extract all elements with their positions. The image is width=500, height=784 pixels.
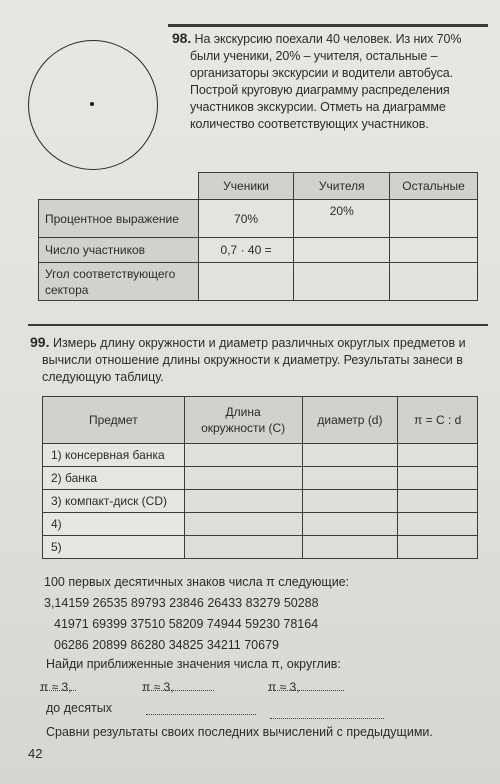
table-cell[interactable] xyxy=(398,467,478,490)
table-cell[interactable] xyxy=(398,536,478,559)
table-cell[interactable] xyxy=(302,467,398,490)
table-header-row xyxy=(39,173,478,200)
table-cell[interactable] xyxy=(390,238,478,263)
table-cell[interactable] xyxy=(294,238,390,263)
table-cell[interactable] xyxy=(302,490,398,513)
column-header: диаметр (d) xyxy=(302,397,398,444)
answer-blank[interactable] xyxy=(146,713,256,715)
task-line: Построй круговую диаграмму распределения xyxy=(190,83,450,97)
approx-label: π ≈ 3, xyxy=(40,680,72,694)
approx-label: π ≈ 3, xyxy=(268,680,300,694)
task-number: 98. xyxy=(172,30,192,46)
task-line: организаторы экскурсии и водители автобуса. xyxy=(190,66,453,80)
row-label: Число участников xyxy=(39,238,199,263)
task-98-rule xyxy=(168,24,488,27)
compare-instruction: Сравни результаты своих последних вычислений с предыдущими. xyxy=(46,725,433,739)
table-row xyxy=(39,238,478,263)
table-cell[interactable] xyxy=(398,513,478,536)
participants-table xyxy=(38,172,478,301)
table-cell[interactable] xyxy=(184,490,302,513)
find-instruction: Найди приближенные значения числа π, округлив: xyxy=(46,657,341,671)
task-line: участников экскурсии. Отметь на диаграмме xyxy=(190,100,446,114)
answer-blank[interactable] xyxy=(268,680,344,691)
table-row xyxy=(39,263,478,301)
table-cell[interactable] xyxy=(184,444,302,467)
table-row xyxy=(39,200,478,238)
table-row xyxy=(43,536,478,559)
column-header: Учителя xyxy=(294,173,390,200)
digits-line: 06286 20899 86280 34825 34211 70679 xyxy=(54,638,279,652)
column-header: π = C : d xyxy=(398,397,478,444)
column-header: Остальные xyxy=(390,173,478,200)
task-line: вычисли отношение длины окружности к диаметру. Результаты занеси в xyxy=(42,353,463,367)
column-header: Предмет xyxy=(43,397,185,444)
task-number: 99. xyxy=(30,334,50,350)
measurements-table xyxy=(42,396,478,559)
approx-label: π ≈ 3, xyxy=(142,680,174,694)
table-cell[interactable] xyxy=(302,444,398,467)
task-line: следующую таблицу. xyxy=(42,370,164,384)
task-99-text xyxy=(30,334,490,386)
digits-line: 3,14159 26535 89793 23846 26433 83279 50288 xyxy=(44,596,319,610)
table-cell[interactable] xyxy=(398,444,478,467)
circle-center-dot xyxy=(90,102,94,106)
row-label: Процентное выражение xyxy=(39,200,199,238)
table-cell[interactable]: 0,7 · 40 = xyxy=(198,238,294,263)
digits-line: 41971 69399 37510 58209 74944 59230 78164 xyxy=(54,617,319,631)
table-row xyxy=(43,513,478,536)
table-cell[interactable]: 70% xyxy=(198,200,294,238)
task-line: количество соответствующих участников. xyxy=(190,117,429,131)
digits-intro: 100 первых десятичных знаков числа π следующие: xyxy=(44,575,350,589)
answer-blank[interactable] xyxy=(270,717,384,719)
task-98-text xyxy=(172,30,488,133)
task-line: На экскурсию поехали 40 человек. Из них 70% xyxy=(194,32,462,46)
table-cell[interactable] xyxy=(184,536,302,559)
table-cell[interactable] xyxy=(198,263,294,301)
table-cell[interactable] xyxy=(302,536,398,559)
column-header: Ученики xyxy=(198,173,294,200)
task-99-rule xyxy=(28,324,488,326)
row-label: 3) компакт-диск (CD) xyxy=(43,490,185,513)
tens-label: до десятых xyxy=(46,701,112,715)
row-label: 5) xyxy=(43,536,185,559)
table-cell[interactable] xyxy=(390,263,478,301)
table-row xyxy=(43,444,478,467)
task-line: были ученики, 20% – учителя, остальные – xyxy=(190,49,438,63)
table-cell[interactable] xyxy=(302,513,398,536)
page-number: 42 xyxy=(28,746,43,761)
table-cell[interactable] xyxy=(184,467,302,490)
pi-digits xyxy=(44,572,484,656)
table-cell[interactable] xyxy=(398,490,478,513)
row-label: Угол соответствующего сектора xyxy=(39,263,199,301)
table-cell[interactable]: 20% xyxy=(294,200,390,238)
answer-blank[interactable] xyxy=(142,680,214,691)
table-cell[interactable] xyxy=(390,200,478,238)
table-row xyxy=(43,467,478,490)
answer-blank[interactable] xyxy=(40,680,76,691)
row-label: 2) банка xyxy=(43,467,185,490)
table-cell[interactable] xyxy=(184,513,302,536)
table-cell[interactable] xyxy=(294,263,390,301)
task-line: Измерь длину окружности и диаметр различных округлых предметов и xyxy=(52,336,466,350)
table-row xyxy=(43,490,478,513)
column-header: Длина окружности (C) xyxy=(184,397,302,444)
table-header-row xyxy=(43,397,478,444)
row-label: 1) консервная банка xyxy=(43,444,185,467)
row-label: 4) xyxy=(43,513,185,536)
